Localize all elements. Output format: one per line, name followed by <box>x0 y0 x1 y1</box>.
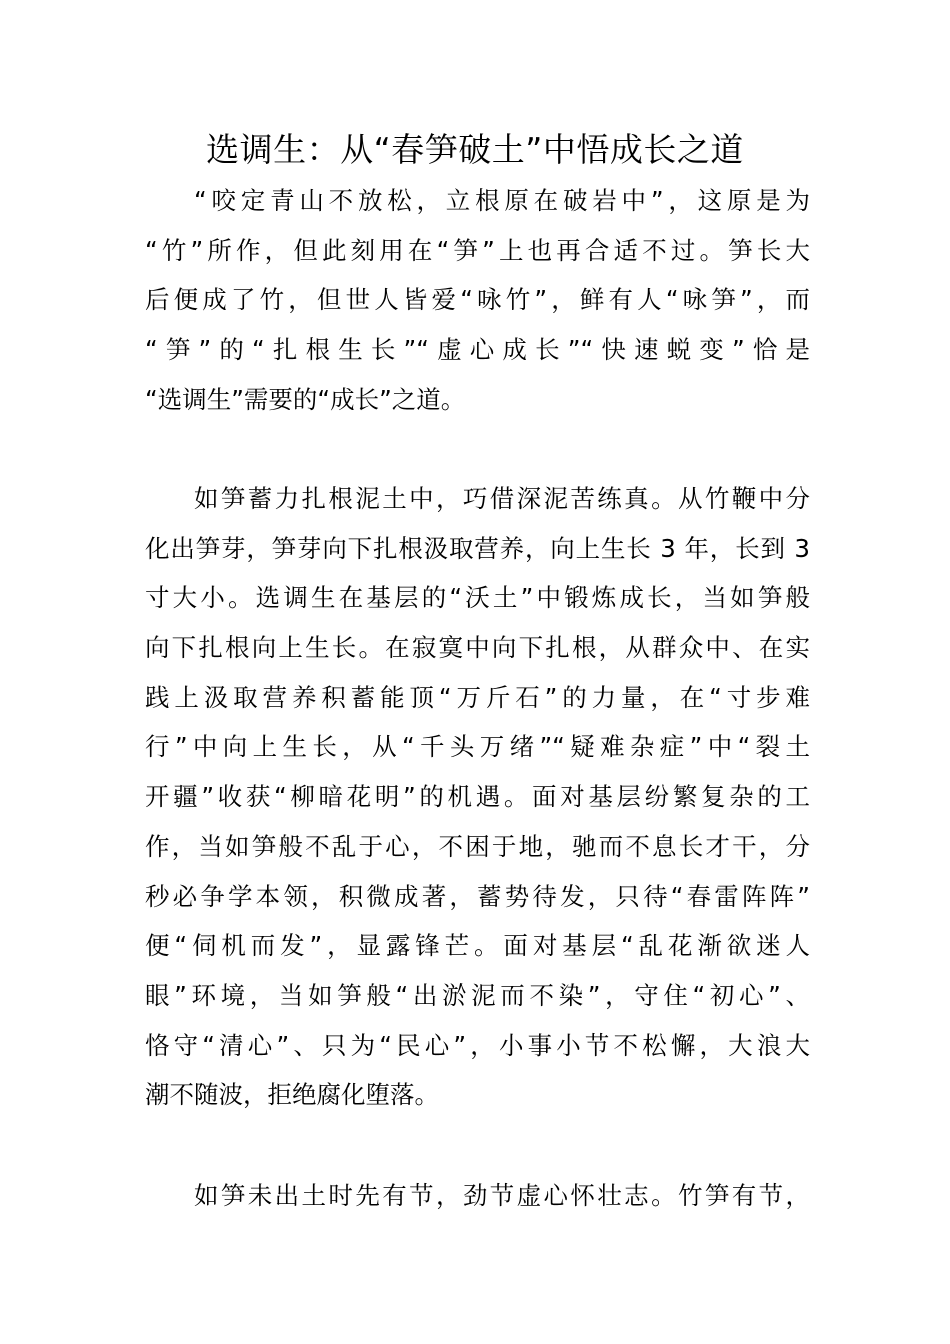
paragraph-line: 向下扎根向上生长。在寂寞中向下扎根，从群众中、在实 <box>145 633 810 663</box>
paragraph-line: “竹”所作，但此刻用在“笋”上也再合适不过。笋长大 <box>145 235 810 265</box>
paragraph-line: “笋”的“扎根生长”“虚心成长”“快速蜕变”恰是 <box>145 335 810 365</box>
paragraph-line: 如笋蓄力扎根泥土中，巧借深泥苦练真。从竹鞭中分 <box>194 484 810 513</box>
paragraph-line: 便“伺机而发”，显露锋芒。面对基层“乱花渐欲迷人 <box>145 931 810 961</box>
paragraph-line: 作，当如笋般不乱于心，不困于地，驰而不息长才干，分 <box>145 831 810 861</box>
paragraph-line: 开疆”收获“柳暗花明”的机遇。面对基层纷繁复杂的工 <box>145 782 810 812</box>
paragraph-line: 化出笋芽，笋芽向下扎根汲取营养，向上生长 3 年，长到 3 <box>145 533 810 563</box>
paragraph-line: “选调生”需要的“成长”之道。 <box>145 384 466 414</box>
paragraph-line: 潮不随波，拒绝腐化堕落。 <box>145 1080 439 1110</box>
paragraph-line: 秒必争学本领，积微成著，蓄势待发，只待“春雷阵阵” <box>145 881 810 911</box>
paragraph-3 <box>145 1171 810 1221</box>
paragraph-1 <box>145 176 810 424</box>
paragraph-line: 践上汲取营养积蓄能顶“万斤石”的力量，在“寸步难 <box>145 682 810 712</box>
paragraph-line: 如笋未出土时先有节，劲节虚心怀壮志。竹笋有节， <box>194 1181 810 1210</box>
paragraph-line: 后便成了竹，但世人皆爱“咏竹”，鲜有人“咏笋”，而 <box>145 285 810 315</box>
paragraph-line: 行”中向上生长，从“千头万绪”“疑难杂症”中“裂土 <box>145 732 810 762</box>
paragraph-line: “咬定青山不放松，立根原在破岩中”，这原是为 <box>194 186 810 215</box>
paragraph-line: 寸大小。选调生在基层的“沃土”中锻炼成长，当如笋般 <box>145 583 810 613</box>
document-title: 选调生：从“春笋破土”中悟成长之道 <box>206 130 744 169</box>
paragraph-line: 眼”环境，当如笋般“出淤泥而不染”，守住“初心”、 <box>145 980 810 1010</box>
paragraph-line: 恪守“清心”、只为“民心”，小事小节不松懈，大浪大 <box>145 1030 810 1060</box>
paragraph-2 <box>145 474 810 1120</box>
